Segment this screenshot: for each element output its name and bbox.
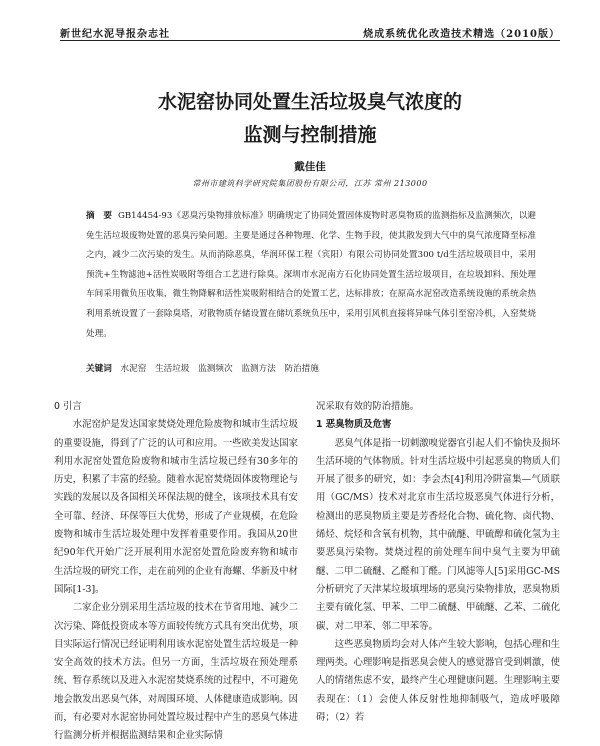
body-right-column — [316, 398, 560, 727]
paper-title-line-1: 水泥窑协同处置生活垃圾臭气浓度的 — [157, 91, 462, 113]
running-header — [0, 0, 600, 44]
keywords-label: 关键词 — [86, 364, 112, 374]
body-paragraph: 水泥窑炉是发达国家焚烧处理危险废物和城市生活垃圾的重要设施，得到了广泛的认可和应用。一些欧美发达国家利用水泥窑处置危险废物和城市生活垃圾已经有30多年的历史，积累了丰富的经验。随着水泥窑焚烧固体废物理论与实践的发展以及各国相关环保法规的健全，该项技术具有安全可靠、经济、环保等巨大优势，形成了产业规模，在危险废物和城市生活垃圾处理中发挥着重要作用。我国从20世纪90年代开始广泛开展利用水泥窑处置危险废弃物和城市生活垃圾的研究工作，走在前列的企业有海螺、华新及中材国际[1-3]。 — [54, 419, 298, 595]
header-rule — [60, 40, 560, 41]
paper-title-line-2: 监测与控制措施 — [243, 124, 377, 146]
keyword: 生活垃圾 — [155, 364, 190, 374]
body-paragraph: 恶臭气体是指一切刺激嗅觉器官引起人们不愉快及损坏生活环境的气体物质。针对生活垃圾中引起恶臭的物质人们开展了很多的研究，如：李会杰[4]利用冷阱富集—气质联用（GC/MS）技术对北京市生活垃圾恶臭气体进行分析，检测出的恶臭物质主要是芳香烃化合物、硫化物、卤代物、烯烃、烷烃和含氧有机物，其中硫醚、甲硫醇和硫化氢为主要恶臭污染物。焚烧过程的前处理车间中臭气主要为甲硫醚、二甲二硫醚、乙醛和丁醛。门风滤等人[5]采用GC-MS分析研究了天津某垃圾填埋场的恶臭污染物排放，恶臭物质主要有硫化氢、甲苯、二甲二硫醚、甲硫醚、乙苯、二硫化碳、对二甲苯、邻二甲苯等。 — [316, 437, 561, 632]
header-collection-title: 烧成系统优化改造技术精选（2010版） — [363, 29, 560, 40]
body-paragraph: 这些恶臭物质均会对人体产生较大影响，包括心理和生理两类。心理影响是指恶臭会使人的感觉器官受到刺激，使人的情绪焦虑不安，最终产生心理健康问题。生理影响主要表现在：（1）会使人体反射性地抑制吸气，造成呼吸障碍；（2）若 — [316, 638, 560, 724]
section-heading-odor-substances: 1 恶臭物质及危害 — [316, 419, 392, 431]
keyword: 监测频次 — [198, 364, 233, 374]
abstract-label: 摘 要 — [86, 211, 112, 221]
abstract — [86, 207, 536, 344]
keyword: 水泥窑 — [120, 364, 147, 374]
body-left-column — [54, 398, 298, 746]
author-name: 戴佳佳 — [294, 161, 326, 173]
body-paragraph: 二家企业分别采用生活垃圾的技术在节省用地、减少二次污染、降低投资成本等方面较传统方式具有突出优势，项目实际运行情况已经证明利用该水泥窑处置生活垃圾是一种安全高效的技术方法。但另一方面，生活垃圾在预处理系统、暂存系统以及进入水泥窑焚烧系统的过程中，不可避免地会散发出恶臭气体，对周围环境、人体健康造成影响。因而，有必要对水泥窑协同处置垃圾过程中产生的恶臭气体进行监测分析并根据监测结果和企业实际情 — [54, 602, 298, 742]
keyword: 监测方法 — [241, 364, 276, 374]
keyword: 防治措施 — [284, 364, 319, 374]
abstract-text: GB14454-93《恶臭污染物排放标准》明确规定了协同处置固体废物时恶臭物质的监测指标及监测频次，以避免生活垃圾废物处置的恶臭污染问题。主要是通过各种物理、化学、生物手段，使其散发到大气中的臭气浓度降至标准之内，减少二次污染的发生。从而消除恶臭，华润环保工程（宾阳）有限公司协同处置300 t/d生活垃圾项目中，采用预洗+生物滤池+活性炭吸附等组合工艺进行除臭。深圳市水泥南方石化协同处置生活垃圾项目，在垃圾卸料、预处理车间采用微负压收集，微生物降解和活性炭吸附相结合的处置工艺，达标排放；在原高水泥窑改造系统设施的系统余热利用系统设置了一套除臭塔，对散物质存储设置在储坑系统负压中，采用引风机直接将异味气体引至窑冷机，入窑焚烧处理。 — [86, 211, 536, 339]
body-paragraph-continuation: 况采取有效的防治措施。 — [316, 401, 420, 412]
section-heading-introduction: 0 引言 — [54, 401, 82, 412]
keywords — [86, 362, 536, 374]
author-affiliation: 常州市建筑科学研究院集团股份有限公司，江苏 常州 213000 — [192, 179, 428, 188]
header-publisher: 新世纪水泥导报杂志社 — [60, 29, 170, 40]
